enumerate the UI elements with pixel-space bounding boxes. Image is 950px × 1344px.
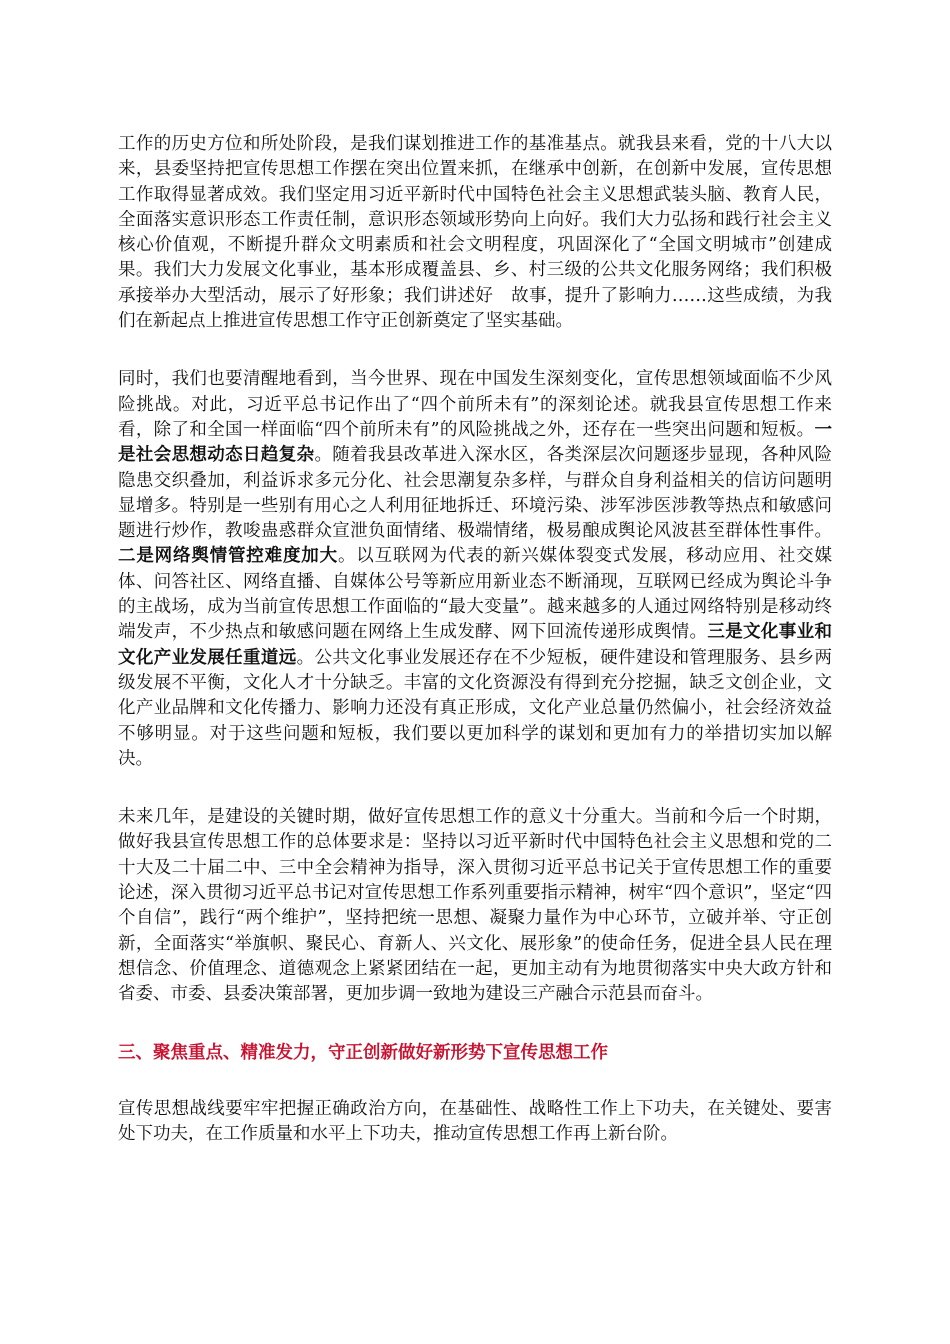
bold-point-2: 二是网络舆情管控难度加大	[118, 546, 338, 567]
paragraph-text: 。以互联网为代表的新兴媒体裂变式发展，移动应用、社交媒体、问答社区、网络直播、自媒体公号等新应用新业态不断涌现，互联网已经成为舆论斗争的主战场，成为当前宣传思想工作面临的“最大变量”。越来越多的人通过网络特别是移动终端发声，不少热点和敏感问题在网络上生成发酵、网下回流传递形成舆情。	[118, 546, 833, 643]
bold-point-1: 一是社会思想动态日趋复杂	[118, 419, 832, 466]
paragraph-text: 同时，我们也要清醒地看到，当今世界、现在中国发生深刻变化，宣传思想领域面临不少风险挑战。对此，习近平总书记作出了“四个前所未有”的深刻论述。就我县宣传思想工作来看，除了和全国一样面临“四个前所未有”的风险挑战之外，还存在一些突出问题和短板。	[118, 369, 832, 440]
paragraph-text: 。公共文化事业发展还存在不少短板，硬件建设和管理服务、县乡两级发展不平衡，文化人才十分缺乏。丰富的文化资源没有得到充分挖掘，缺乏文创企业，文化产业品牌和文化传播力、影响力还没有真正形成，文化产业总量仍然偏小，社会经济效益不够明显。对于这些问题和短板，我们要以更加科学的谋划和更加有力的举措切实加以解决。	[118, 647, 833, 769]
paragraph-requirements	[118, 805, 832, 1007]
paragraph-closing: 宣传思想战线要牢牢把握正确政治方向，在基础性、战略性工作上下功夫，在关键处、要害处下功夫，在工作质量和水平上下功夫，推动宣传思想工作再上新台阶。	[118, 1098, 832, 1144]
paragraph-text: 。随着我县改革进入深水区，各类深层次问题逐步显现，各种风险隐患交织叠加，利益诉求多元分化、社会思潮复杂多样，与群众自身利益相关的信访问题明显增多。特别是一些别有用心之人利用征地拆迁、环境污染、涉军涉医涉教等热点和敏感问题进行炒作，教唆蛊惑群众宣泄负面情绪、极端情绪，极易酿成舆论风波甚至群体性事件。	[118, 445, 833, 542]
paragraph-text: 工作的历史方位和所处阶段，是我们谋划推进工作的基准基点。就我县来看，党的十八大以来，县委坚持把宣传思想工作摆在突出位置来抓，在继承中创新，在创新中发展，宣传思想工作取得显著成效。我们坚定用习近平新时代中国特色社会主义思想武装头脑、教育人民，全面落实意识形态工作责任制，意识形态领域形势向上向好。我们大力弘扬和践行社会主义核心价值观，不断提升群众文明素质和社会文明程度，巩固深化了“全国文明城市”创建成果。我们大力发展文化事业，基本形成覆盖县、乡、村三级的公共文化服务网络；我们积极承接举办大型活动，展示了好形象；我们讲述好 故事，提升了影响力……这些成绩，为我们在新起点上推进宣传思想工作守正创新奠定了坚实基础。	[118, 134, 832, 332]
document-page	[118, 132, 832, 1180]
section-heading: 三、聚焦重点、精准发力，守正创新做好新形势下宣传思想工作	[118, 1042, 608, 1063]
paragraph-achievements	[118, 132, 832, 334]
paragraph-challenges	[118, 367, 832, 772]
paragraph-text: 未来几年，是建设的关键时期，做好宣传思想工作的意义十分重大。当前和今后一个时期，做好我县宣传思想工作的总体要求是：坚持以习近平新时代中国特色社会主义思想和党的二十大及二十届二中、三中全会精神为指导，深入贯彻习近平总书记关于宣传思想工作的重要论述，深入贯彻习近平总书记对宣传思想工作系列重要指示精神，树牢“四个意识”，坚定“四个自信”，践行“两个维护”，坚持把统一思想、凝聚力量作为中心环节，立破并举、守正创新，全面落实“举旗帜、聚民心、育新人、兴文化、展形象”的使命任务，促进全县人民在理想信念、价值理念、道德观念上紧紧团结在一起，更加主动有为地贯彻落实中央大政方针和省委、市委、县委决策部署，更加步调一致地为建设三产融合示范县而奋斗。	[118, 807, 832, 1005]
bold-point-3: 三是文化事业和文化产业发展任重道远	[118, 622, 832, 668]
